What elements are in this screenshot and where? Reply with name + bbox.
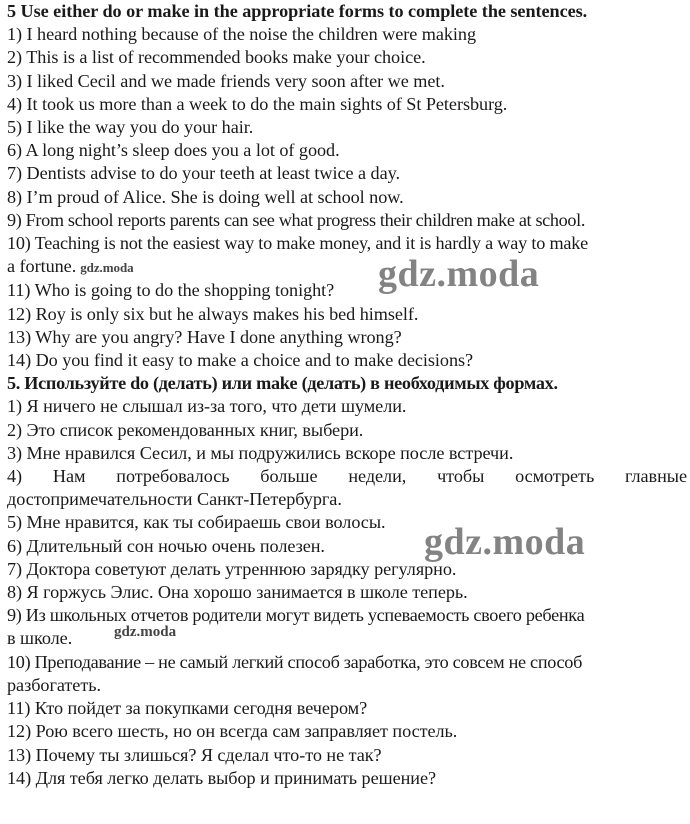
russian-item-6: 6) Длительный сон ночью очень полезен. <box>7 535 325 556</box>
watermark-small-2: gdz.moda <box>114 624 177 640</box>
russian-item-2: 2) Это список рекомендованных книг, выбери. <box>7 419 364 440</box>
russian-item-4-word: потребовалось <box>116 466 230 487</box>
english-item-13: 13) Why are you angry? Have I done anything wrong? <box>7 326 402 347</box>
russian-item-11: 11) Кто пойдет за покупками сегодня вечером? <box>7 698 368 719</box>
russian-heading: 5. Используйте do (делать) или make (делать) в необходимых формах. <box>7 373 558 394</box>
english-item-1: 1) I heard nothing because of the noise the children were making <box>7 24 477 45</box>
watermark-large-2: gdz.moda <box>424 521 586 563</box>
russian-item-8: 8) Я горжусь Элис. Она хорошо занимается в школе теперь. <box>7 582 468 603</box>
english-item-7: 7) Dentists advise to do your teeth at least twice a day. <box>7 163 400 184</box>
english-item-5: 5) I like the way you do your hair. <box>7 117 254 138</box>
russian-item-10-cont: разбогатеть. <box>7 674 101 695</box>
russian-item-4-word: главные <box>625 466 687 487</box>
exercise-page <box>7 0 687 790</box>
russian-item-9-cont: в школе. <box>7 628 73 649</box>
watermark-small-1: gdz.moda <box>80 260 134 276</box>
russian-item-4-word: осмотреть <box>515 466 595 487</box>
russian-item-4-word: недели, <box>348 466 407 487</box>
english-item-10: 10) Teaching is not the easiest way to make money, and it is hardly a way to make <box>7 233 589 254</box>
english-item-4: 4) It took us more than a week to do the main sights of St Petersburg. <box>7 93 508 114</box>
russian-item-4-word: 4) <box>7 466 23 487</box>
russian-item-4-word: чтобы <box>437 466 485 487</box>
english-item-3: 3) I liked Cecil and we made friends very soon after we met. <box>7 70 445 91</box>
watermark-large-1: gdz.moda <box>378 253 540 295</box>
russian-item-9: 9) Из школьных отчетов родители могут видеть успеваемость своего ребенка <box>7 605 585 626</box>
russian-item-4-word: Нам <box>52 466 86 487</box>
russian-item-4-word: больше <box>260 466 318 487</box>
russian-item-5: 5) Мне нравится, как ты собираешь свои волосы. <box>7 512 386 533</box>
russian-item-4 <box>7 465 687 488</box>
english-item-10-cont <box>7 255 687 279</box>
russian-item-3: 3) Мне нравился Сесил, и мы подружились вскоре после встречи. <box>7 442 514 463</box>
russian-item-13: 13) Почему ты злишься? Я сделал что-то не так? <box>7 744 382 765</box>
english-item-12: 12) Roy is only six but he always makes his bed himself. <box>7 303 419 324</box>
english-item-8: 8) I’m proud of Alice. She is doing well at school now. <box>7 186 404 207</box>
russian-item-4-cont: достопримечательности Санкт-Петербурга. <box>7 489 342 510</box>
english-item-11: 11) Who is going to do the shopping tonight? <box>7 280 335 301</box>
english-item-2: 2) This is a list of recommended books make your choice. <box>7 47 426 68</box>
english-item-6: 6) A long night’s sleep does you a lot of good. <box>7 140 340 161</box>
russian-item-10: 10) Преподавание – не самый легкий способ заработка, это совсем не способ <box>7 651 583 672</box>
english-item-10-cont-text: a fortune. <box>7 256 77 277</box>
russian-item-12: 12) Рою всего шесть, но он всегда сам заправляет постель. <box>7 721 458 742</box>
russian-item-7: 7) Доктора советуют делать утреннюю зарядку регулярно. <box>7 558 457 579</box>
english-item-9: 9) From school reports parents can see what progress their children make at school. <box>7 209 586 230</box>
english-item-14: 14) Do you find it easy to make a choice and to make decisions? <box>7 350 474 371</box>
russian-item-1: 1) Я ничего не слышал из-за того, что дети шумели. <box>7 396 407 417</box>
russian-item-14: 14) Для тебя легко делать выбор и принимать решение? <box>7 767 437 788</box>
english-heading: 5 Use either do or make in the appropriate forms to complete the sentences. <box>7 1 588 21</box>
